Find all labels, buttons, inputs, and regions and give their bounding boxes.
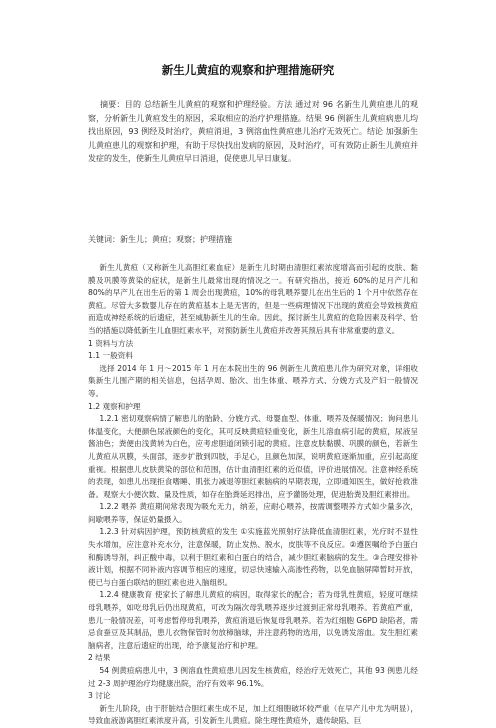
body-text <box>88 262 418 728</box>
subsection-heading-1-2: 1.2 观察和护理 <box>88 401 141 411</box>
section-heading-2: 2 结果 <box>88 653 111 663</box>
paragraph-3: 新生儿阶段，由于肝脏结合胆红素生成不足，加上红细胞破坏较严重（在早产儿中尤为明显），导致血液游离胆红素浓度升高，引发新生儿黄疸。除生理性黄疸外，遗传缺陷、巨 <box>88 703 418 726</box>
abstract-label: 摘要： <box>100 100 125 109</box>
abstract-text: 目的 总结新生儿黄疸的观察和护理经验。方法 通过对 96 名新生儿黄疸患儿的观察，分析新生儿黄疸发生的原因，采取相应的治疗护理措施。结果 96 例新生儿黄疸病患儿均找出原因，93 例经及时治疗，黄疸消退，3 例溶血性黄疸患儿治疗无效死亡。结论 加强新生儿黄疸患儿的观察和护理，有助于尽快找出发病的原因，及时治疗，可有效防止新生儿黄疸并发症的发生，使新生儿黄疸早日消退，促使患儿早日康复。 <box>88 100 418 164</box>
intro-paragraph: 新生儿黄疸（又称新生儿高胆红素血症）是新生儿时期由清胆红素浓度增高而引起的皮肤、黏膜及巩膜等黄染的症状，是新生儿最常出现的情况之一。有研究指出，接近 60%的足月产儿和 80%的早产儿在出生后的第 1 周会出现黄疸，10%的母乳喂养婴儿在出生后的 1 个月中依然存在黄疸。尽管大多数婴儿存在的黄疸基本上是无害的，但是一些病理情况下出现的黄疸会导致核黄疸而造成神经系统的后遗症，甚至威胁新生儿的生命。因此，探讨新生儿黄疸的危险因素及科学、恰当的措施以降低新生儿血胆红素水平，对预防新生儿黄疸并改善其预后具有非常重要的意义。 <box>88 263 418 335</box>
section-heading-1: 1 资料与方法 <box>88 338 134 348</box>
keywords-label: 关键词： <box>88 235 120 244</box>
paragraph-1-2-1: 1.2.1 密切观察病情了解患儿的胎龄、分娩方式、母婴血型、体重、喂养及保暖情况；询问患儿体温变化，大便颜色尿液颜色的变化，其可反映黄疸轻重变化，新生儿溶血病引起的黄疸，尿液呈酱油色；粪便由浅黄转为白色，应考虑胆道闭锁引起的黄疸。注意皮肤黏膜、巩膜的颜色，若新生儿黄疸从巩膜，头面部，逐步扩散到四肢，手足心，且颜色加深，说明黄疸逐渐加重，应引起高度重视。根据患儿皮肤黄染的部位和范围，估计血清胆红素的近似值，评价进展情况。注意神经系统的表现，如患儿出现拒食嗜睡、肌张力减退等胆红素脑病的早期表现，立即通知医生，做好抢救准备。观察大小便次数、量及性质，如存在胎粪延迟排出，应予灌肠处理，促进胎粪及胆红素排出。 <box>88 414 418 499</box>
keywords-line <box>88 233 418 247</box>
paragraph-1-2-2: 1.2.2 喂养 黄疸期间常表现为吸允无力，纳差，应耐心喂养，按需调整喂养方式如少量多次，间歇喂养等，保证奶量摄入。 <box>88 502 418 524</box>
abstract-paragraph <box>88 98 418 166</box>
keywords <box>88 233 418 247</box>
paragraph-1-2-4: 1.2.4 健康教育 使家长了解患儿黄疸的病因，取得家长的配合；若为母乳性黄疸，轻度可继续母乳喂养，如吃母乳后仍出现黄疸，可改为隔次母乳喂养逐步过渡到正常母乳喂养。若黄疸严重，患儿一般情况差，可考虑暂停母乳喂养，黄疸消退后恢复母乳喂养。若为红细胞 G6PD 缺陷者，需忌食蚕豆及其制品，患儿衣物保管时勿放樟脑球，并注意药物的选用，以免诱发溶血。发生胆红素脑病者，注意后遗症的出现，给予康复治疗和护理。 <box>88 590 418 650</box>
section-heading-3: 3 讨论 <box>88 691 111 701</box>
paragraph-2: 54 例黄疸病患儿中，3 例溶血性黄疸患儿因发生核黄疸，经治疗无效死亡，其他 93 例患儿经过 2-3 周护理治疗均健康出院，治疗有效率 96.1%。 <box>88 666 418 688</box>
paper-title: 新生儿黄疸的观察和护理措施研究 <box>161 63 335 77</box>
keywords-text: 新生儿；黄疸；观察；护理措施 <box>120 235 232 244</box>
subsection-heading-1-1: 1.1 一般资料 <box>88 351 133 361</box>
abstract <box>88 98 418 166</box>
paragraph-1-1: 选择 2014 年 1 月～2015 年 1 月在本院出生的 96 例新生儿黄疸患儿作为研究对象，详细收集新生儿围产期的相关信息，包括孕周、胎次、出生体重、喂养方式、分娩方式及产妇一般情况等。 <box>88 363 418 398</box>
paragraph-1-2-3: 1.2.3 针对病因护理，预防核黄疸的发生 ①实施蓝光照射疗法降低血清胆红素，光疗时不显性失水增加，应注意补充水分，注意保暖，防止发热、脱水，皮肤等不良反应。②遵医嘱给予白蛋白和酶诱导剂，纠正酸中毒，以利于胆红素和白蛋白的结合，减少胆红素脑病的发生。③合理安排补液计划，根据不同补液内容调节相应的速度，切忌快速输入高渗性药物，以免血脑屏障暂时开放，使已与白蛋白联结的胆红素也进入脑组织。 <box>88 527 418 587</box>
